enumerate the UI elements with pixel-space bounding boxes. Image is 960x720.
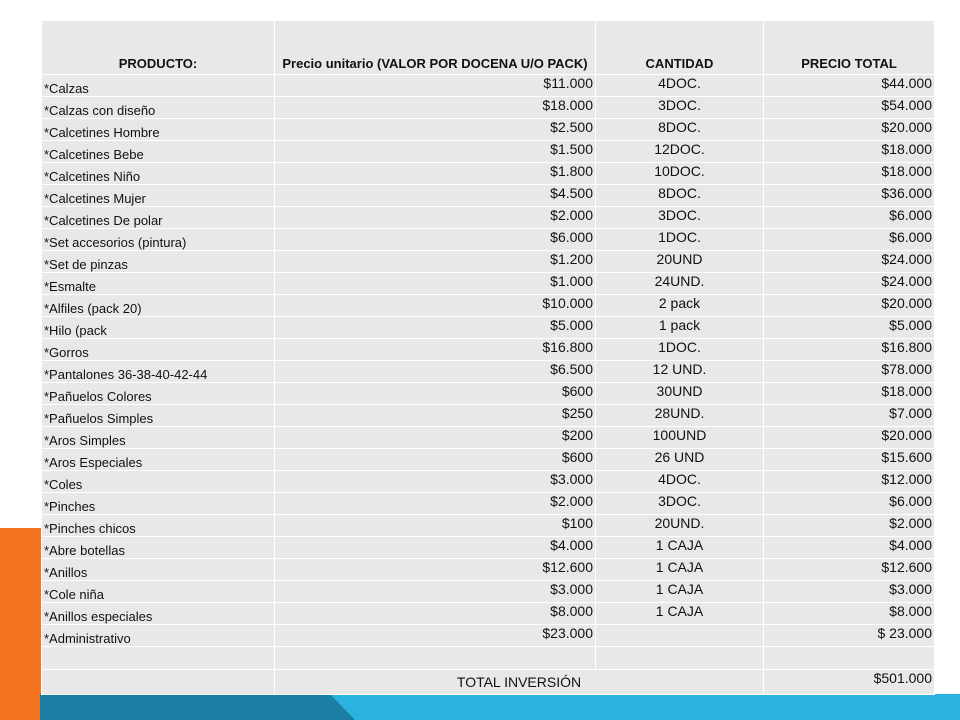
cell-quantity: 1 CAJA bbox=[596, 537, 764, 559]
table-row bbox=[42, 295, 935, 317]
table-row bbox=[42, 97, 935, 119]
cell-unit-price: $1.000 bbox=[275, 273, 596, 295]
table-row bbox=[42, 207, 935, 229]
table-row bbox=[42, 581, 935, 603]
cell-total: $12.600 bbox=[764, 559, 935, 581]
cell-quantity: 10DOC. bbox=[596, 163, 764, 185]
table-row bbox=[42, 625, 935, 647]
cell-total: $20.000 bbox=[764, 119, 935, 141]
table-row bbox=[42, 273, 935, 295]
cell-quantity: 1 CAJA bbox=[596, 603, 764, 625]
table-row bbox=[42, 185, 935, 207]
cell-product: *Alfiles (pack 20) bbox=[42, 295, 275, 317]
cell-total: $18.000 bbox=[764, 141, 935, 163]
cell-quantity: 2 pack bbox=[596, 295, 764, 317]
cell-unit-price: $2.000 bbox=[275, 493, 596, 515]
cell-unit-price: $600 bbox=[275, 449, 596, 471]
table-row bbox=[42, 317, 935, 339]
cell-unit-price: $12.600 bbox=[275, 559, 596, 581]
table-row bbox=[42, 471, 935, 493]
cell-quantity: 12 UND. bbox=[596, 361, 764, 383]
table-row bbox=[42, 449, 935, 471]
cell-total: $16.800 bbox=[764, 339, 935, 361]
cell-quantity: 3DOC. bbox=[596, 493, 764, 515]
cell-product: *Pañuelos Simples bbox=[42, 405, 275, 427]
cell-total: $78.000 bbox=[764, 361, 935, 383]
cell-total: $5.000 bbox=[764, 317, 935, 339]
cell-quantity: 12DOC. bbox=[596, 141, 764, 163]
cell-product: *Calzas con diseño bbox=[42, 97, 275, 119]
cell-unit-price: $5.000 bbox=[275, 317, 596, 339]
table-row bbox=[42, 493, 935, 515]
cell-unit-price: $6.000 bbox=[275, 229, 596, 251]
cell-product: *Pinches bbox=[42, 493, 275, 515]
header-quantity: CANTIDAD bbox=[596, 21, 764, 75]
cell-product: *Calcetines Hombre bbox=[42, 119, 275, 141]
cell-quantity: 26 UND bbox=[596, 449, 764, 471]
cell-product: *Gorros bbox=[42, 339, 275, 361]
cell-total: $18.000 bbox=[764, 163, 935, 185]
cell-product: *Calcetines De polar bbox=[42, 207, 275, 229]
cell-quantity: 1 CAJA bbox=[596, 581, 764, 603]
cell-product: *Esmalte bbox=[42, 273, 275, 295]
cell-unit-price: $600 bbox=[275, 383, 596, 405]
cell-product: *Pañuelos Colores bbox=[42, 383, 275, 405]
cell-total: $3.000 bbox=[764, 581, 935, 603]
cell-quantity: 30UND bbox=[596, 383, 764, 405]
cell-product: *Set de pinzas bbox=[42, 251, 275, 273]
cell-quantity: 4DOC. bbox=[596, 471, 764, 493]
cell-unit-price: $100 bbox=[275, 515, 596, 537]
table-row bbox=[42, 383, 935, 405]
cell-quantity: 4DOC. bbox=[596, 75, 764, 97]
cell-product: *Calzas bbox=[42, 75, 275, 97]
table-row bbox=[42, 229, 935, 251]
cell-total: $24.000 bbox=[764, 251, 935, 273]
header-total-price: PRECIO TOTAL bbox=[764, 21, 935, 75]
cell-quantity: 100UND bbox=[596, 427, 764, 449]
table-row bbox=[42, 427, 935, 449]
cell-quantity: 8DOC. bbox=[596, 185, 764, 207]
cell-quantity: 1 pack bbox=[596, 317, 764, 339]
cell-quantity: 20UND bbox=[596, 251, 764, 273]
total-investment-label: TOTAL INVERSIÓN bbox=[275, 670, 764, 695]
table-row bbox=[42, 405, 935, 427]
table-row bbox=[42, 339, 935, 361]
cell-unit-price: $1.500 bbox=[275, 141, 596, 163]
cell-product: *Coles bbox=[42, 471, 275, 493]
orange-accent-bar bbox=[0, 528, 43, 720]
cell-total: $12.000 bbox=[764, 471, 935, 493]
cell-total: $6.000 bbox=[764, 207, 935, 229]
cell-total: $20.000 bbox=[764, 295, 935, 317]
table-row bbox=[42, 603, 935, 625]
cell-product: *Set accesorios (pintura) bbox=[42, 229, 275, 251]
table-row bbox=[42, 361, 935, 383]
table-row bbox=[42, 163, 935, 185]
header-row bbox=[42, 21, 935, 75]
cell-total: $36.000 bbox=[764, 185, 935, 207]
cell-product: *Pinches chicos bbox=[42, 515, 275, 537]
cell-total: $ 23.000 bbox=[764, 625, 935, 647]
cell-unit-price: $1.200 bbox=[275, 251, 596, 273]
cell-unit-price: $6.500 bbox=[275, 361, 596, 383]
cell-product: *Anillos bbox=[42, 559, 275, 581]
cell-total: $18.000 bbox=[764, 383, 935, 405]
header-unit-price: Precio unitario (VALOR POR DOCENA U/O PACK) bbox=[275, 21, 596, 75]
cell-quantity: 1 CAJA bbox=[596, 559, 764, 581]
investment-table bbox=[41, 20, 935, 695]
cell-product: *Calcetines Bebe bbox=[42, 141, 275, 163]
cell-unit-price: $200 bbox=[275, 427, 596, 449]
cell-unit-price: $2.500 bbox=[275, 119, 596, 141]
cell-product: *Calcetines Mujer bbox=[42, 185, 275, 207]
cell-total: $4.000 bbox=[764, 537, 935, 559]
cell-quantity: 3DOC. bbox=[596, 207, 764, 229]
cell-product: *Calcetines Niño bbox=[42, 163, 275, 185]
cell-unit-price: $8.000 bbox=[275, 603, 596, 625]
cell-quantity: 1DOC. bbox=[596, 229, 764, 251]
cell-product: *Administrativo bbox=[42, 625, 275, 647]
cell-quantity: 3DOC. bbox=[596, 97, 764, 119]
table-row bbox=[42, 559, 935, 581]
cell-quantity: 24UND. bbox=[596, 273, 764, 295]
cell-unit-price: $23.000 bbox=[275, 625, 596, 647]
decorative-bottom-strip bbox=[0, 694, 960, 720]
cell-total: $7.000 bbox=[764, 405, 935, 427]
cell-unit-price: $18.000 bbox=[275, 97, 596, 119]
total-investment-value: $501.000 bbox=[764, 670, 935, 695]
table-row bbox=[42, 515, 935, 537]
blank-row bbox=[42, 647, 935, 670]
table-row bbox=[42, 251, 935, 273]
cell-total: $24.000 bbox=[764, 273, 935, 295]
cell-unit-price: $10.000 bbox=[275, 295, 596, 317]
cell-product: *Abre botellas bbox=[42, 537, 275, 559]
table-row bbox=[42, 141, 935, 163]
cell-total: $6.000 bbox=[764, 493, 935, 515]
cell-total: $15.600 bbox=[764, 449, 935, 471]
cell-total: $44.000 bbox=[764, 75, 935, 97]
cell-product: *Aros Especiales bbox=[42, 449, 275, 471]
cell-total: $6.000 bbox=[764, 229, 935, 251]
cell-total: $8.000 bbox=[764, 603, 935, 625]
cell-unit-price: $11.000 bbox=[275, 75, 596, 97]
cell-unit-price: $4.000 bbox=[275, 537, 596, 559]
cell-product: *Aros Simples bbox=[42, 427, 275, 449]
header-product: PRODUCTO: bbox=[42, 21, 275, 75]
summary-row bbox=[42, 670, 935, 695]
cell-product: *Hilo (pack bbox=[42, 317, 275, 339]
cell-unit-price: $1.800 bbox=[275, 163, 596, 185]
table-row bbox=[42, 119, 935, 141]
cell-quantity bbox=[596, 625, 764, 647]
cell-product: *Pantalones 36-38-40-42-44 bbox=[42, 361, 275, 383]
cell-unit-price: $250 bbox=[275, 405, 596, 427]
cell-product: *Cole niña bbox=[42, 581, 275, 603]
cell-unit-price: $16.800 bbox=[275, 339, 596, 361]
cell-unit-price: $3.000 bbox=[275, 471, 596, 493]
cell-quantity: 1DOC. bbox=[596, 339, 764, 361]
cell-total: $20.000 bbox=[764, 427, 935, 449]
cell-total: $2.000 bbox=[764, 515, 935, 537]
cell-unit-price: $4.500 bbox=[275, 185, 596, 207]
cell-unit-price: $3.000 bbox=[275, 581, 596, 603]
cell-quantity: 8DOC. bbox=[596, 119, 764, 141]
table-row bbox=[42, 537, 935, 559]
cell-total: $54.000 bbox=[764, 97, 935, 119]
table-row bbox=[42, 75, 935, 97]
cell-unit-price: $2.000 bbox=[275, 207, 596, 229]
cell-quantity: 28UND. bbox=[596, 405, 764, 427]
cell-product: *Anillos especiales bbox=[42, 603, 275, 625]
cell-quantity: 20UND. bbox=[596, 515, 764, 537]
